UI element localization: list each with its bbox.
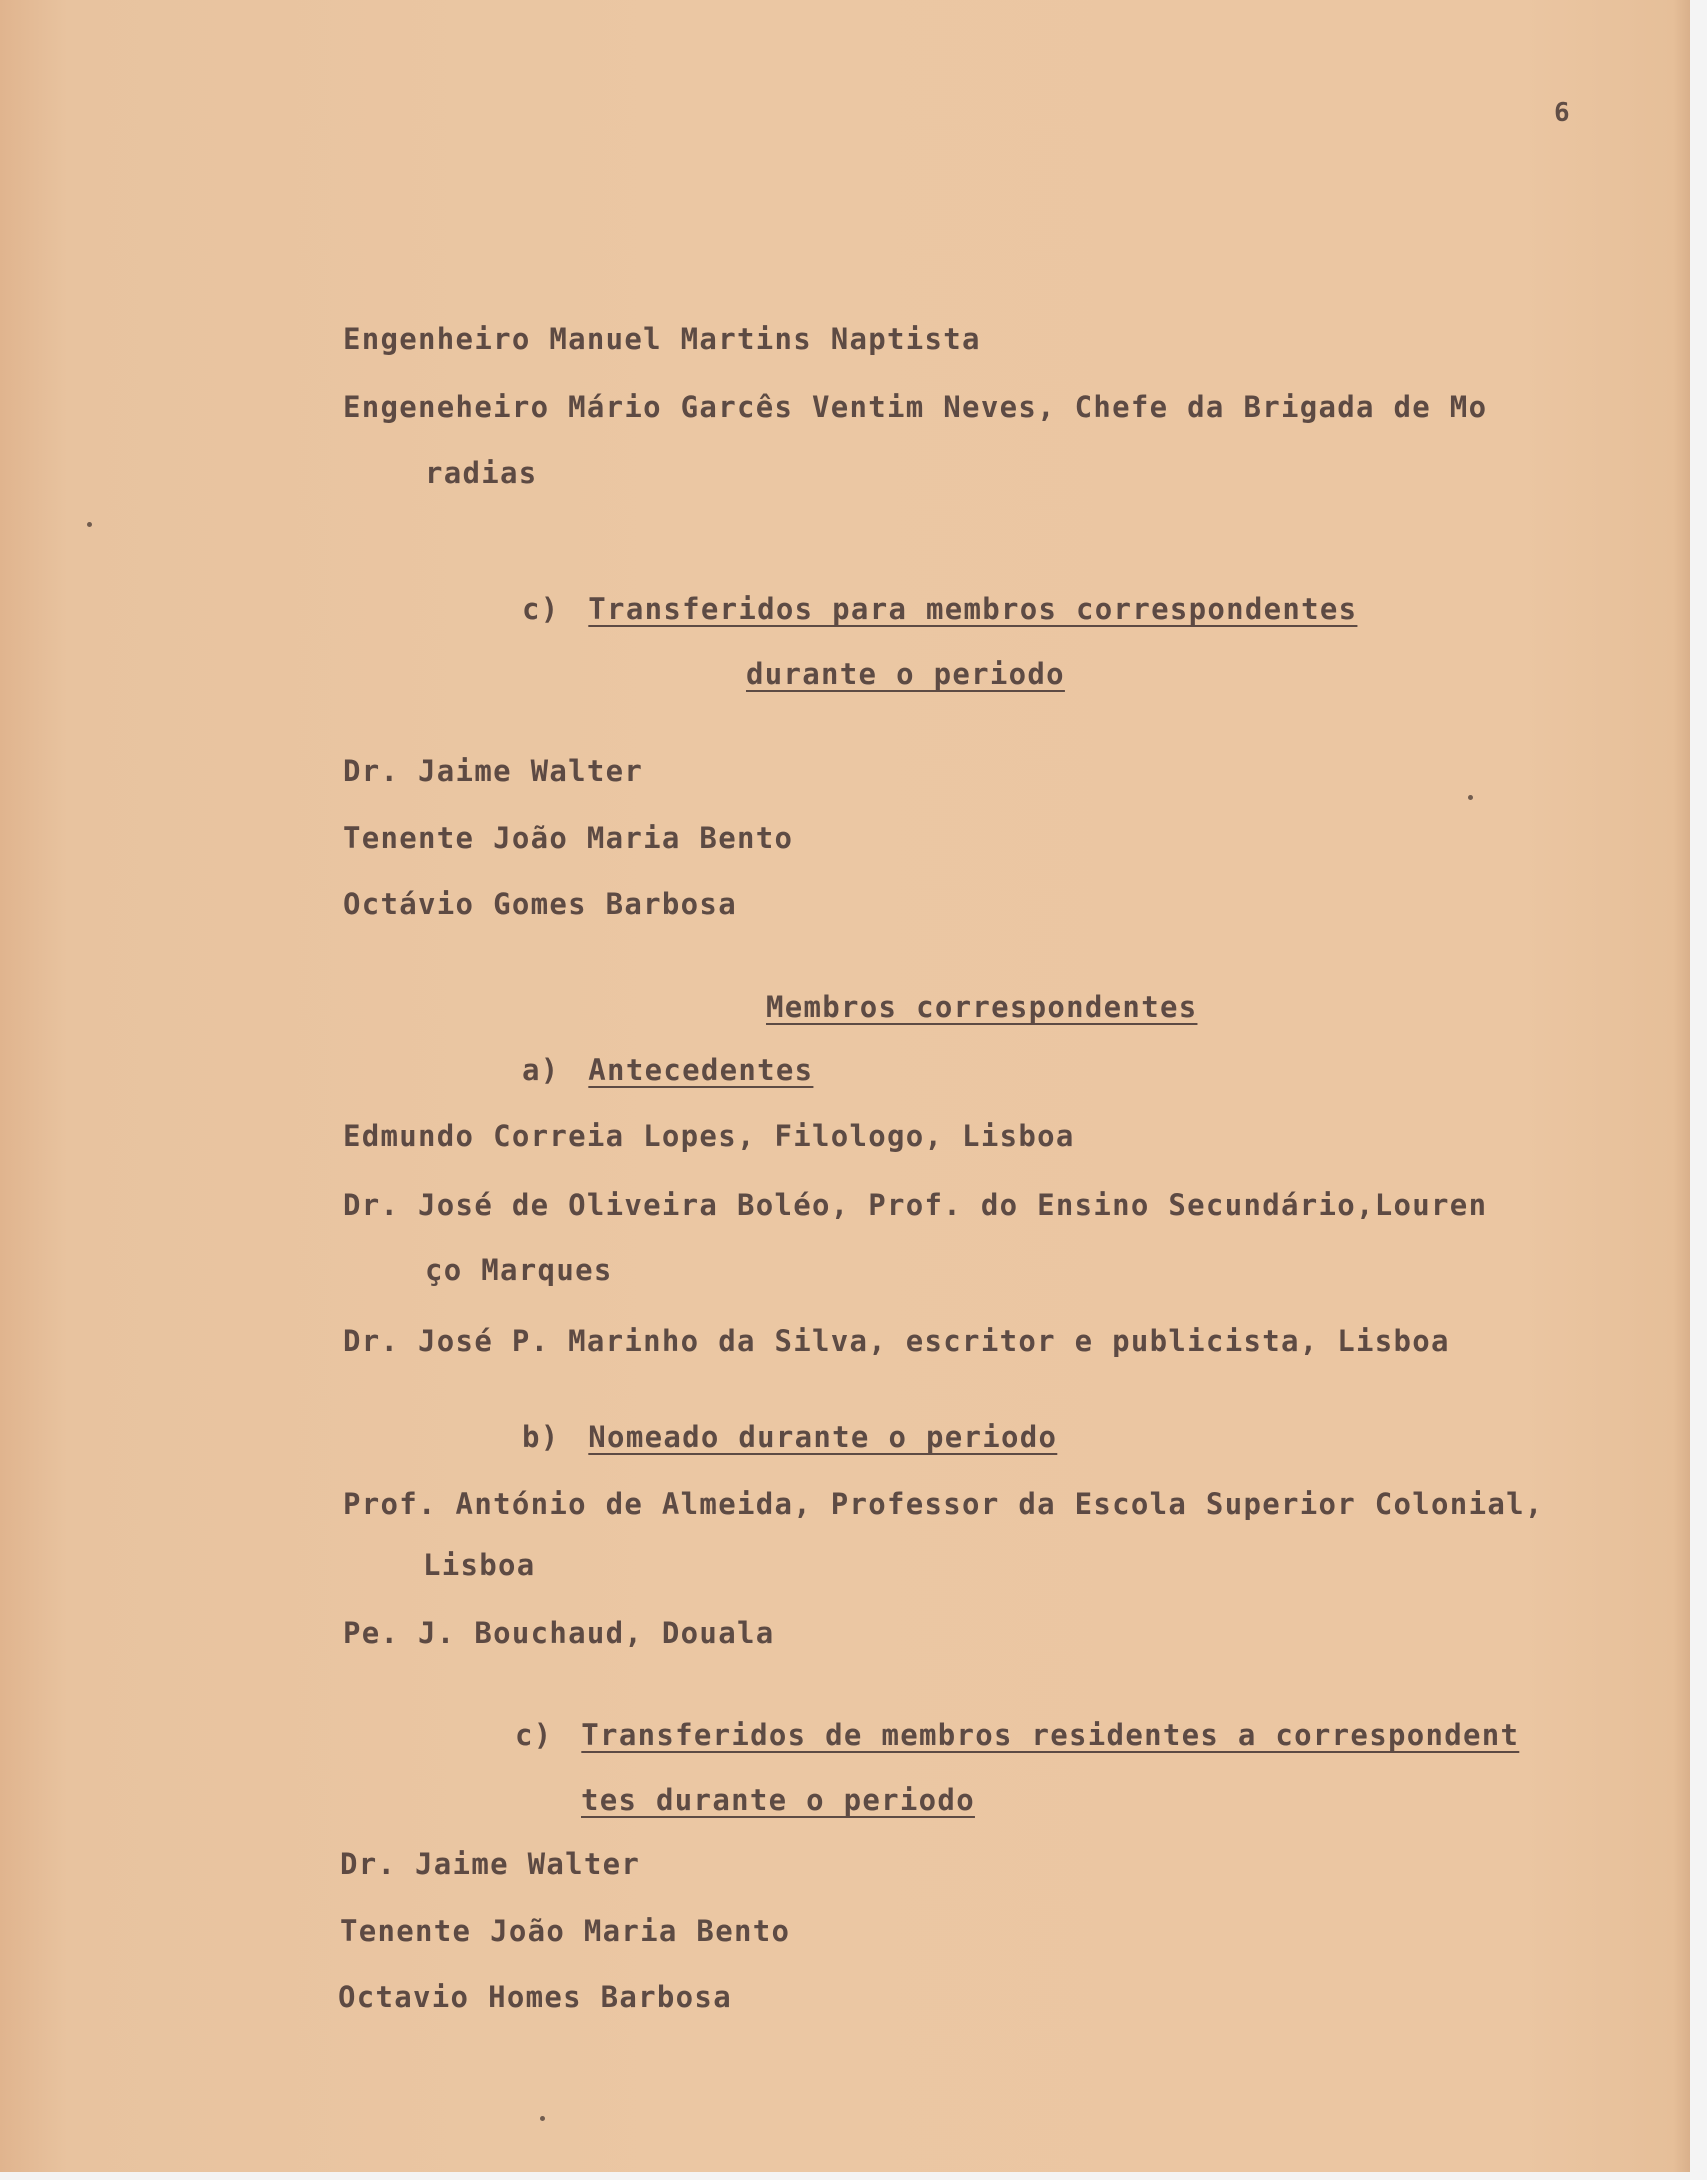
list-item: Engeneheiro Mário Garcês Ventim Neves, Chefe da Brigada de Mo	[343, 390, 1488, 424]
scan-margin	[0, 2172, 1707, 2180]
list-item: Octávio Gomes Barbosa	[343, 887, 737, 921]
list-item-continuation: Lisboa	[423, 1548, 536, 1582]
ink-speck	[1468, 795, 1473, 800]
list-item: Prof. António de Almeida, Professor da Escola Superior Colonial,	[343, 1487, 1544, 1521]
page-number: 6	[1554, 98, 1570, 128]
list-item: Edmundo Correia Lopes, Filologo, Lisboa	[343, 1119, 1075, 1153]
list-item-continuation: radias	[425, 456, 538, 490]
section-heading-text: durante o periodo	[746, 657, 1065, 691]
ink-speck	[540, 2116, 545, 2121]
list-item: Octavio Homes Barbosa	[338, 1980, 732, 2014]
section-heading-text: Nomeado durante o periodo	[588, 1420, 1058, 1454]
list-item: Engenheiro Manuel Martins Naptista	[343, 322, 981, 356]
section-heading-text: tes durante o periodo	[581, 1783, 975, 1817]
list-item-continuation: ço Marques	[425, 1253, 613, 1287]
subsection-heading-a	[522, 1053, 813, 1087]
list-item: Tenente João Maria Bento	[343, 821, 794, 855]
list-item: Dr. Jaime Walter	[340, 1847, 641, 1881]
section-marker: c)	[515, 1718, 553, 1752]
section-heading-text: Transferidos de membros residentes a correspondent	[581, 1718, 1520, 1752]
list-item: Dr. José de Oliveira Boléo, Prof. do Ensino Secundário,Louren	[343, 1188, 1488, 1222]
subsection-heading-c2	[515, 1718, 1519, 1752]
section-heading-text: Antecedentes	[588, 1053, 814, 1087]
list-item: Pe. J. Bouchaud, Douala	[343, 1616, 775, 1650]
list-item: Tenente João Maria Bento	[340, 1914, 791, 1948]
list-item: Dr. José P. Marinho da Silva, escritor e publicista, Lisboa	[343, 1324, 1450, 1358]
section-marker: c)	[522, 592, 560, 626]
subsection-heading-b	[522, 1420, 1057, 1454]
list-item: Dr. Jaime Walter	[343, 754, 644, 788]
section-title: Membros correspondentes	[766, 990, 1198, 1024]
section-marker: a)	[522, 1053, 560, 1087]
section-heading-c1	[522, 592, 1357, 626]
ink-speck	[87, 522, 92, 527]
section-heading-text: Transferidos para membros correspondentes	[588, 592, 1358, 626]
section-marker: b)	[522, 1420, 560, 1454]
scan-margin	[1690, 0, 1707, 2180]
